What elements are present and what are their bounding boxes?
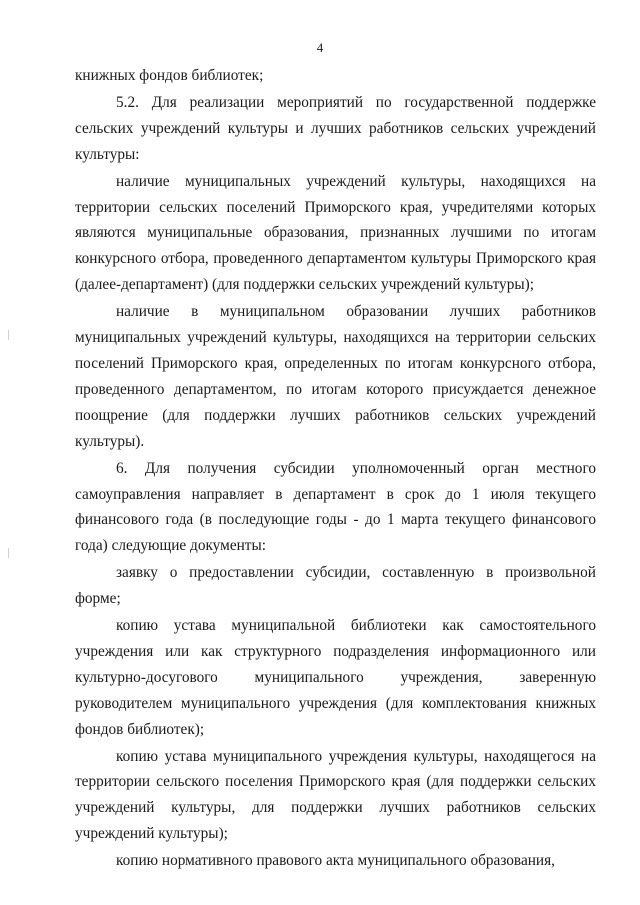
paragraph-condition-institutions: наличие муниципальных учреждений культуры, находящихся на территории сельских поселений Приморского края, учредителями которых являются муниципальные образования, признанных лучшими по итогам конкурсного отбора, проведенного департаментом культуры Приморского края (далее-департамент) (для поддержки сельских учреждений культуры); xyxy=(75,172,596,294)
paragraph-document-culture-charter: копию устава муниципального учреждения культуры, находящегося на территории сельского поселения Приморского края (для поддержки сельских учреждений культуры, для поддержки лучших работников сельских учреждений культуры); xyxy=(75,747,596,843)
paragraph-document-library-charter: копию устава муниципальной библиотеки как самостоятельного учреждения или как структурного подразделения информационного или культурно-досугового муниципального учреждения, заверенную руководителем муниципального учреждения (для комплектования книжных фондов библиотек); xyxy=(75,617,596,738)
margin-mark xyxy=(8,330,9,340)
paragraph-clause-6: 6. Для получения субсидии уполномоченный орган местного самоуправления направляет в департамент в срок до 1 июля текущего финансового года (в последующие годы - до 1 марта текущего финансового года) следующие документы: xyxy=(75,459,596,555)
margin-mark xyxy=(8,548,9,558)
paragraph-document-application: заявку о предоставлении субсидии, составленную в произвольной форме; xyxy=(75,564,596,608)
paragraph-condition-workers: наличие в муниципальном образовании лучших работников муниципальных учреждений культуры, находящихся на территории сельских поселений Приморского края, определенных по итогам конкурсного отбора, проведенного департаментом, по итогам которого присуждается денежное поощрение (для поддержки лучших работников сельских учреждений культуры). xyxy=(75,303,596,450)
paragraph-continuation: книжных фондов библиотек; xyxy=(75,67,264,84)
page-number: 4 xyxy=(316,40,324,55)
paragraph-clause-5-2: 5.2. Для реализации мероприятий по государственной поддержке сельских учреждений культуры и лучших работников сельских учреждений культуры: xyxy=(75,93,596,163)
paragraph-document-legal-act: копию нормативного правового акта муниципального образования, xyxy=(116,852,555,870)
document-body xyxy=(75,63,596,874)
